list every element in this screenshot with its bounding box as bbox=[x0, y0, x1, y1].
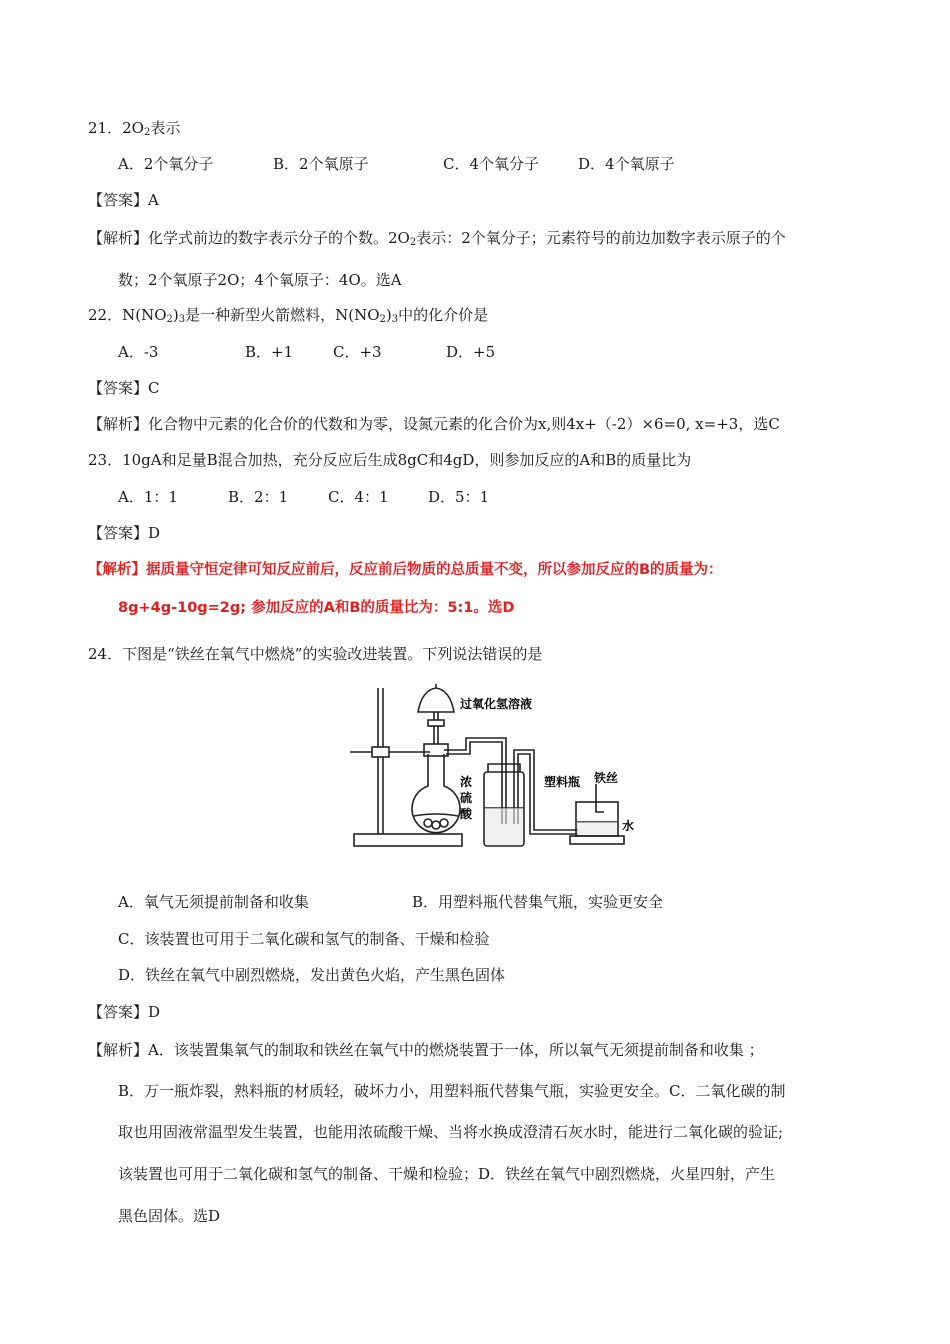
q24-stem: 24．下图是“铁丝在氧气中燃烧”的实验改进装置。下列说法错误的是 bbox=[88, 645, 543, 663]
q23-stem: 23．10gA和足量B混合加热，充分反应后生成8gC和4gD，则参加反应的A和B的质量比为 bbox=[88, 451, 692, 469]
q21-option-b: B．2个氧原子 bbox=[273, 155, 369, 173]
iron-wire bbox=[596, 784, 604, 812]
q23-analysis-line2: 8g+4g-10g=2g; 参加反应的A和B的质量比为：5:1。选D bbox=[118, 600, 515, 616]
q22-option-d: D．+5 bbox=[446, 343, 496, 361]
label-iron-wire: 铁丝 bbox=[594, 771, 619, 785]
q24-analysis-line4: 该装置也可用于二氧化碳和氢气的制备、干燥和检验；D．铁丝在氧气中剧烈燃烧，火星四射，产生 bbox=[118, 1165, 776, 1183]
q24-analysis-line5: 黑色固体。选D bbox=[118, 1207, 221, 1225]
q22-stem: 22．$N(NO_2)_3$是一种新型火箭燃料，$N(NO_2)_3$中的化介价是 bbox=[88, 306, 489, 325]
q24-option-d: D．铁丝在氧气中剧烈燃烧，发出黄色火焰，产生黑色固体 bbox=[118, 966, 506, 984]
q22-option-a: A．-3 bbox=[118, 343, 159, 361]
label-acid-2: 硫 bbox=[460, 791, 473, 805]
label-hydrogen-peroxide: 过氧化氢溶液 bbox=[460, 697, 533, 711]
q22-analysis: 【解析】化合物中元素的化合价的代数和为零，设氮元素的化合价为x,则4x+（-2）×6=0, x=+3，选C bbox=[88, 415, 780, 433]
label-acid-1: 浓 bbox=[460, 775, 473, 789]
q21-option-d: D．4个氧原子 bbox=[578, 155, 675, 173]
label-plastic-bottle: 塑料瓶 bbox=[544, 775, 581, 789]
apparatus-figure bbox=[348, 684, 648, 856]
q21-number: 21． bbox=[88, 119, 123, 137]
q23-analysis-line1: 【解析】据质量守恒定律可知反应前后，反应前后物质的总质量不变，所以参加反应的B的质量为： bbox=[88, 562, 723, 578]
q21-analysis-line1: 【解析】化学式前边的数字表示分子的个数。$2O_2$表示：2个氧分子；元素符号的前边加数字表示原子的个 bbox=[88, 229, 786, 248]
q24-analysis-line1: 【解析】A．该装置集氧气的制取和铁丝在氧气中的燃烧装置于一体，所以氧气无须提前制备和收集 ； bbox=[88, 1041, 764, 1059]
stand-base bbox=[354, 834, 462, 846]
q24-answer: 【答案】D bbox=[88, 1003, 161, 1021]
q22-answer: 【答案】C bbox=[88, 379, 160, 397]
q21-option-a: A．2个氧分子 bbox=[118, 155, 214, 173]
q23-option-c: C．4：1 bbox=[328, 488, 389, 506]
q23-option-b: B．2：1 bbox=[228, 488, 289, 506]
q22-option-b: B．+1 bbox=[245, 343, 294, 361]
q24-analysis-line2: B．万一瓶炸裂，熟料瓶的材质轻，破坏力小，用塑料瓶代替集气瓶，实验更安全。C．二氧化碳的制 bbox=[118, 1082, 786, 1100]
label-water: 水 bbox=[622, 819, 635, 833]
plastic-bottle-base bbox=[570, 836, 624, 844]
q21-stem: 21．$2O_2$表示 bbox=[88, 119, 181, 138]
q22-option-c: C．+3 bbox=[333, 343, 382, 361]
label-acid-3: 酸 bbox=[460, 807, 473, 821]
q21-answer: 【答案】A bbox=[88, 191, 159, 209]
q24-option-a: A．氧气无须提前制备和收集 bbox=[118, 893, 309, 911]
q24-option-b: B．用塑料瓶代替集气瓶，实验更安全 bbox=[412, 893, 664, 911]
q24-analysis-line3: 取也用固液常温型发生装置，也能用浓硫酸干燥、当将水换成澄清石灰水时，能进行二氧化碳的验证; bbox=[118, 1123, 784, 1141]
q23-answer: 【答案】D bbox=[88, 524, 161, 542]
separatory-funnel bbox=[418, 688, 454, 712]
q21-analysis-line2: 数；2个氧原子2O；4个氧原子：4O。选A bbox=[118, 271, 402, 289]
q24-option-c: C．该装置也可用于二氧化碳和氢气的制备、干燥和检验 bbox=[118, 930, 490, 948]
q21-option-c: C．4个氧分子 bbox=[443, 155, 540, 173]
q23-option-a: A．1：1 bbox=[118, 488, 178, 506]
q23-option-d: D．5：1 bbox=[428, 488, 490, 506]
